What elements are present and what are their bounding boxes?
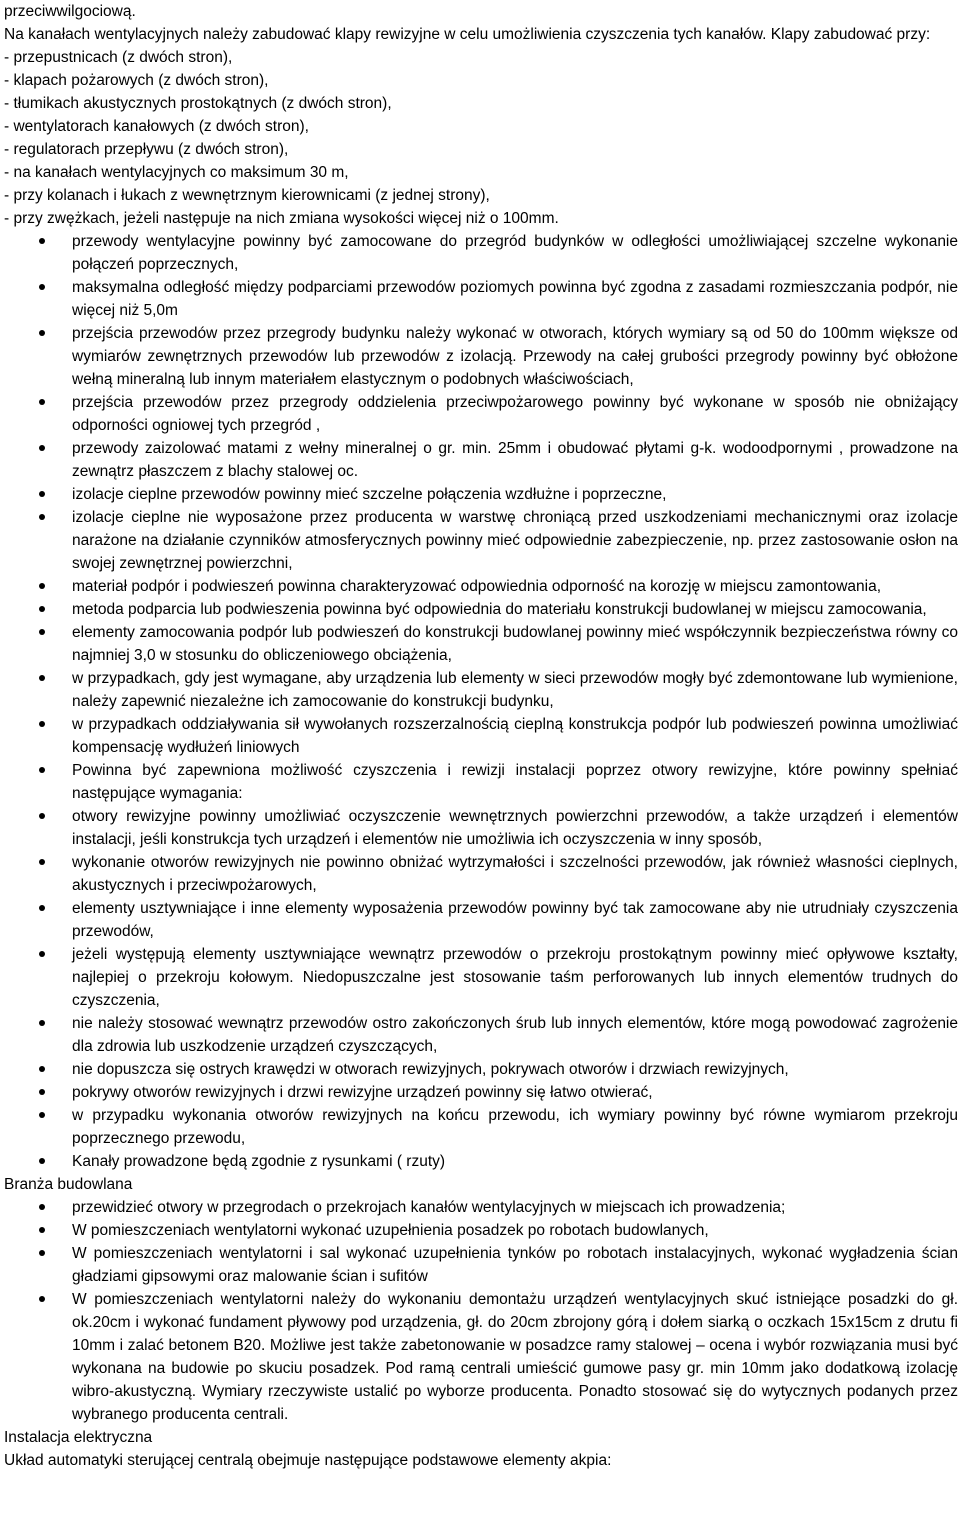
dash-item: - klapach pożarowych (z dwóch stron), bbox=[4, 72, 269, 89]
bullet-dot-icon bbox=[39, 859, 45, 865]
bullet-dot-icon bbox=[39, 1250, 45, 1256]
bullet-item bbox=[4, 667, 960, 713]
bullet-dot-icon bbox=[39, 721, 45, 727]
dash-item: - przy kolanach i łukach z wewnętrznym kierownicami (z jednej strony), bbox=[4, 187, 490, 204]
bullet-text: nie dopuszcza się ostrych krawędzi w otworach rewizyjnych, pokrywach otworów i drzwiach rewizyjnych, bbox=[72, 1061, 789, 1078]
bullet-text: Powinna być zapewniona możliwość czyszczenia i rewizji instalacji poprzez otwory rewizyjne, które powinny spełniać następujące wymagania: bbox=[72, 762, 958, 802]
bullet-text: izolacje cieplne przewodów powinny mieć szczelne połączenia wzdłużne i poprzeczne, bbox=[72, 486, 667, 503]
bullet-item bbox=[4, 1012, 960, 1058]
bullet-item bbox=[4, 276, 960, 322]
bullet-text: jeżeli występują elementy usztywniające wewnątrz przewodów o przekroju prostokątnym powinny mieć opływowe kształty, najlepiej o przekroju kołowym. Niedopuszczalne jest stosowanie taśm perforowanych lub innych elementów trudnych do czyszczenia, bbox=[72, 946, 958, 1009]
bullet-item bbox=[4, 1196, 960, 1219]
bullet-item bbox=[4, 1219, 960, 1242]
bullet-dot-icon bbox=[39, 514, 45, 520]
bullet-text: otwory rewizyjne powinny umożliwiać oczyszczenie wewnętrznych powierzchni przewodów, a także urządzeń i elementów instalacji, jeśli konstrukcja tych urządzeń i elementów nie umożliwia ich oczyszczenia w inny sposób, bbox=[72, 808, 958, 848]
bullet-text: w przypadku wykonania otworów rewizyjnych na końcu przewodu, ich wymiary powinny być równe wymiarom przekroju poprzecznego przewodu, bbox=[72, 1107, 958, 1147]
bullet-dot-icon bbox=[39, 284, 45, 290]
bullet-dot-icon bbox=[39, 1066, 45, 1072]
section-heading-elektryczna: Instalacja elektryczna bbox=[4, 1429, 153, 1446]
bullet-dot-icon bbox=[39, 606, 45, 612]
bullet-item bbox=[4, 1288, 960, 1426]
bullet-dot-icon bbox=[39, 1112, 45, 1118]
bullet-item bbox=[4, 1242, 960, 1288]
bullet-dot-icon bbox=[39, 813, 45, 819]
bullet-dot-icon bbox=[39, 399, 45, 405]
bullet-text: W pomieszczeniach wentylatorni należy do wykonaniu demontażu urządzeń wentylacyjnych skuć istniejące posadzki do gł. ok.20cm i wykonać fundament pływowy pod urządzenia, gł. do 20cm zbrojony górą i dołem siarką o oczkach 15x15cm z drutu fi 10mm i zalać betonem B20. Możliwe jest także zabetonowanie w posadzce ramy stalowej – ocena i wybór rozwiązania musi być wykonana na budowie po skuciu posadzek. Pod ramą centrali umieścić gumowe pasy gr. min 10mm jako dodatkową izolację wibro-akustyczną. Wymiary rzeczywiste ustalić po wyborze producenta. Ponadto stosować się do wytycznych podanych przez wybranego producenta centrali. bbox=[72, 1291, 958, 1423]
bullet-item bbox=[4, 1081, 960, 1104]
bullet-text: elementy zamocowania podpór lub podwieszeń do konstrukcji budowlanej powinny mieć współczynnik bezpieczeństwa równy co najmniej 3,0 w stosunku do obliczeniowego obciążenia, bbox=[72, 624, 958, 664]
dash-item: - przy zwężkach, jeżeli następuje na nich zmiana wysokości więcej niż o 100mm. bbox=[4, 210, 559, 227]
bullet-item bbox=[4, 1104, 960, 1150]
bullet-item bbox=[4, 805, 960, 851]
bullet-text: nie należy stosować wewnątrz przewodów ostro zakończonych śrub lub innych elementów, które mogą powodować zagrożenie dla zdrowia lub uszkodzenie urządzeń czyszczących, bbox=[72, 1015, 958, 1055]
bullet-item bbox=[4, 943, 960, 1012]
bullet-item bbox=[4, 851, 960, 897]
bullet-dot-icon bbox=[39, 1020, 45, 1026]
bullet-dot-icon bbox=[39, 905, 45, 911]
bullet-text: W pomieszczeniach wentylatorni i sal wykonać uzupełnienia tynków po robotach instalacyjnych, wykonać wygładzenia ścian gładziami gipsowymi oraz malowanie ścian i sufitów bbox=[72, 1245, 958, 1285]
bullet-text: elementy usztywniające i inne elementy wyposażenia przewodów powinny być tak zamocowane aby nie utrudniały czyszczenia przewodów, bbox=[72, 900, 958, 940]
dash-item: - na kanałach wentylacyjnych co maksimum 30 m, bbox=[4, 164, 349, 181]
bullet-item bbox=[4, 230, 960, 276]
bullet-text: przewody wentylacyjne powinny być zamocowane do przegród budynków w odległości umożliwiającej szczelne wykonanie połączeń poprzecznych, bbox=[72, 233, 958, 273]
bullet-item bbox=[4, 598, 960, 621]
bullet-dot-icon bbox=[39, 445, 45, 451]
bullet-text: pokrywy otworów rewizyjnych i drzwi rewizyjne urządzeń powinny się łatwo otwierać, bbox=[72, 1084, 653, 1101]
dash-item: - wentylatorach kanałowych (z dwóch stron), bbox=[4, 118, 309, 135]
bullet-text: metoda podparcia lub podwieszenia powinna być odpowiednia do materiału konstrukcji budowlanej w miejscu zamocowania, bbox=[72, 601, 927, 618]
bullet-text: izolacje cieplne nie wyposażone przez producenta w warstwę chroniącą przed uszkodzeniami mechanicznymi oraz izolacje narażone na działanie czynników atmosferycznych powinny mieć odpowiednie zabezpieczenie, np. przez zastosowanie osłon na swojej zewnętrznej powierzchni, bbox=[72, 509, 958, 572]
bullet-dot-icon bbox=[39, 238, 45, 244]
bullet-dot-icon bbox=[39, 1204, 45, 1210]
dash-item: - przepustnicach (z dwóch stron), bbox=[4, 49, 233, 66]
bullet-dot-icon bbox=[39, 629, 45, 635]
bullet-item bbox=[4, 897, 960, 943]
bullet-dot-icon bbox=[39, 675, 45, 681]
bullet-dot-icon bbox=[39, 491, 45, 497]
elektryczna-text: Układ automatyki sterującej centralą obejmuje następujące podstawowe elementy akpia: bbox=[4, 1452, 612, 1469]
bullet-item bbox=[4, 506, 960, 575]
bullet-item bbox=[4, 1058, 960, 1081]
dash-item: - tłumikach akustycznych prostokątnych (z dwóch stron), bbox=[4, 95, 392, 112]
bullet-text: wykonanie otworów rewizyjnych nie powinno obniżać wytrzymałości i szczelności przewodów, jak również własności cieplnych, akustycznych i przeciwpożarowych, bbox=[72, 854, 958, 894]
bullet-text: Kanały prowadzone będą zgodnie z rysunkami ( rzuty) bbox=[72, 1153, 446, 1170]
bullet-text: materiał podpór i podwieszeń powinna charakteryzować odpowiednia odporność na korozję w miejscu zamontowania, bbox=[72, 578, 882, 595]
bullet-dot-icon bbox=[39, 1227, 45, 1233]
bullet-text: przewidzieć otwory w przegrodach o przekrojach kanałów wentylacyjnych w miejscach ich prowadzenia; bbox=[72, 1199, 786, 1216]
bullet-text: przejścia przewodów przez przegrody oddzielenia przeciwpożarowego powinny być wykonane w sposób nie obniżający odporności ogniowej tych przegród , bbox=[72, 394, 958, 434]
bullet-item bbox=[4, 713, 960, 759]
bullet-text: przewody zaizolować matami z wełny mineralnej o gr. min. 25mm i obudować płytami g-k. wodoodpornymi , prowadzone na zewnątrz płaszczem z blachy stalowej oc. bbox=[72, 440, 958, 480]
bullet-dot-icon bbox=[39, 767, 45, 773]
bullet-item bbox=[4, 575, 960, 598]
bullet-text: w przypadkach, gdy jest wymagane, aby urządzenia lub elementy w sieci przewodów mogły być zdemontowane lub wymienione, należy zapewnić niezależne ich zamocowanie do konstrukcji budynku, bbox=[72, 670, 958, 710]
bullet-dot-icon bbox=[39, 1089, 45, 1095]
bullet-text: w przypadkach oddziaływania sił wywołanych rozszerzalnością cieplną konstrukcja podpór lub podwieszeń powinna umożliwiać kompensację wydłużeń liniowych bbox=[72, 716, 958, 756]
intro-line-1: przeciwwilgociową. bbox=[4, 3, 136, 20]
dash-item: - regulatorach przepływu (z dwóch stron), bbox=[4, 141, 289, 158]
bullet-dot-icon bbox=[39, 1158, 45, 1164]
bullet-text: W pomieszczeniach wentylatorni wykonać uzupełnienia posadzek po robotach budowlanych, bbox=[72, 1222, 709, 1239]
bullet-item bbox=[4, 1150, 960, 1173]
bullet-item bbox=[4, 621, 960, 667]
bullet-dot-icon bbox=[39, 1296, 45, 1302]
bullet-item bbox=[4, 483, 960, 506]
bullet-item bbox=[4, 437, 960, 483]
bullet-item bbox=[4, 322, 960, 391]
bullet-item bbox=[4, 391, 960, 437]
bullet-dot-icon bbox=[39, 583, 45, 589]
bullet-item bbox=[4, 759, 960, 805]
budowlana-bullet-list bbox=[4, 1196, 960, 1426]
dash-list bbox=[4, 46, 960, 230]
section-heading-budowlana: Branża budowlana bbox=[4, 1176, 133, 1193]
bullet-dot-icon bbox=[39, 330, 45, 336]
main-bullet-list bbox=[4, 230, 960, 1173]
bullet-dot-icon bbox=[39, 951, 45, 957]
intro-line-2: Na kanałach wentylacyjnych należy zabudować klapy rewizyjne w celu umożliwienia czyszczenia tych kanałów. Klapy zabudować przy: bbox=[4, 26, 931, 43]
bullet-text: przejścia przewodów przez przegrody budynku należy wykonać w otworach, których wymiary są od 50 do 100mm większe od wymiarów zewnętrznych przewodów lub przewodów z izolacją. Przewody na całej grubości przegrody powinny być obłożone wełną mineralną lub innym materiałem elastycznym o podobnych właściwościach, bbox=[72, 325, 958, 388]
bullet-text: maksymalna odległość między podparciami przewodów poziomych powinna być zgodna z zasadami rozmieszczania podpór, nie więcej niż 5,0m bbox=[72, 279, 958, 319]
